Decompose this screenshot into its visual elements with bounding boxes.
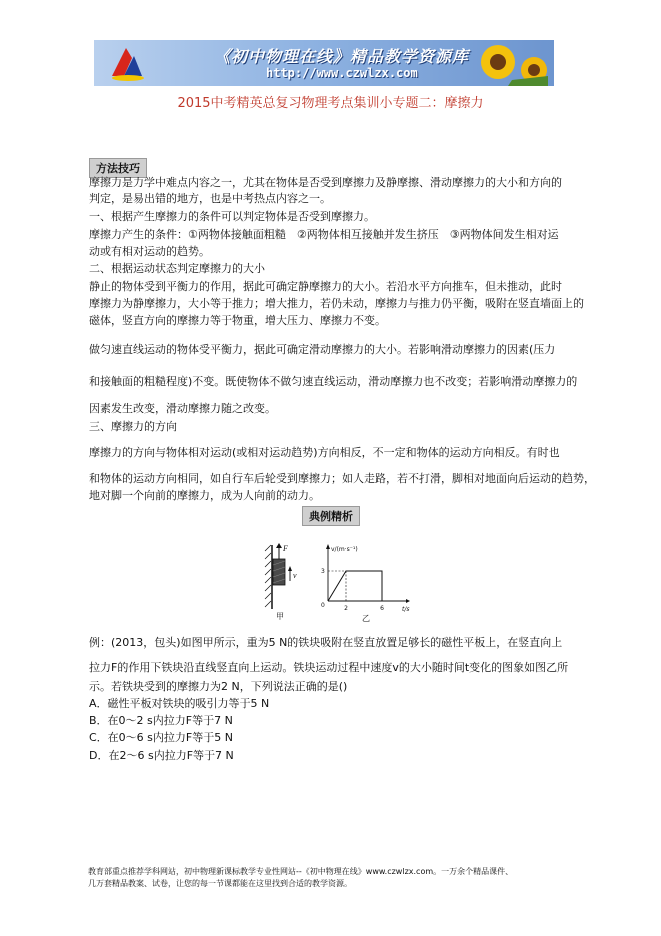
body-line: 三、摩擦力的方向 (89, 420, 177, 433)
body-line: 一、根据产生摩擦力的条件可以判定物体是否受到摩擦力。 (89, 210, 375, 223)
body-line: 摩擦力的方向与物体相对运动(或相对运动趋势)方向相反，不一定和物体的运动方向相反。有时也 (89, 446, 560, 459)
option-b: B．在0～2 s内拉力F等于7 N (89, 714, 233, 727)
body-line: 判定，是易出错的地方，也是中考热点内容之一。 (89, 192, 331, 205)
option-c: C．在0～6 s内拉力F等于5 N (89, 731, 233, 744)
banner-url[interactable]: http://www.czwlzx.com (266, 66, 418, 80)
figure-jia-magnet-plate (262, 541, 312, 621)
body-line: 二、根据运动状态判定摩擦力的大小 (89, 262, 265, 275)
x-tick-label: 2 (344, 605, 348, 612)
question-line: 示。若铁块受到的摩擦力为2 N，下列说法正确的是() (89, 680, 348, 693)
force-label: F (283, 544, 288, 553)
body-line: 摩擦力是力学中难点内容之一，尤其在物体是否受到摩擦力及静摩擦、滑动摩擦力的大小和方向的 (89, 176, 562, 189)
body-line: 动或有相对运动的趋势。 (89, 245, 210, 258)
y-axis-label: v/(m·s⁻¹) (331, 546, 358, 553)
option-d: D．在2～6 s内拉力F等于7 N (89, 749, 234, 762)
body-line: 和物体的运动方向相同，如自行车后轮受到摩擦力；如人走路，若不打滑，脚相对地面向后运动的趋势， (89, 472, 595, 485)
figure-yi-label: 乙 (362, 614, 370, 623)
footer-line: 几万套精品教案、试卷，让您的每一节课都能在这里找到合适的教学资源。 (88, 879, 352, 888)
section-tag-examples: 典例精析 (302, 506, 360, 526)
body-line: 做匀速直线运动的物体受平衡力，据此可确定滑动摩擦力的大小。若影响滑动摩擦力的因素(压力 (89, 343, 556, 356)
banner-title: 《初中物理在线》精品教学资源库 (214, 47, 470, 66)
option-a: A．磁性平板对铁块的吸引力等于5 N (89, 697, 270, 710)
figure-jia-label: 甲 (276, 612, 284, 621)
body-line: 摩擦力产生的条件：①两物体接触面粗糙 ②两物体相互接触并发生挤压 ③两物体间发生相对运 (89, 228, 559, 241)
document-title: 2015中考精英总复习物理考点集训小专题二：摩擦力 (177, 96, 484, 111)
body-line: 因素发生改变，滑动摩擦力随之改变。 (89, 402, 276, 415)
page-footer (88, 866, 513, 890)
sunflower-icon (468, 40, 548, 86)
velocity-label: v (293, 571, 297, 580)
figure-yi-velocity-time-chart (318, 543, 410, 623)
x-tick-label: 6 (380, 605, 384, 612)
body-line: 磁体，竖直方向的摩擦力等于物重，增大压力、摩擦力不变。 (89, 314, 386, 327)
x-axis-label: t/s (402, 606, 410, 613)
y-tick-label: 3 (321, 568, 325, 575)
footer-line: 教育部重点推荐学科网站，初中物理新课标教学专业性网站--《初中物理在线》www.czwlzx.com。一万余个精品课件、 (88, 867, 514, 876)
origin-label: 0 (321, 602, 325, 609)
body-line: 地对脚一个向前的摩擦力，成为人向前的动力。 (89, 489, 320, 502)
header-banner (94, 40, 554, 86)
question-line: 拉力F的作用下铁块沿直线竖直向上运动。铁块运动过程中速度v的大小随时间t变化的图象如图乙所 (89, 661, 569, 674)
velocity-series-line (328, 571, 382, 601)
question-line: 例：(2013，包头)如图甲所示，重为5 N的铁块吸附在竖直放置足够长的磁性平板上，在竖直向上 (89, 636, 563, 649)
body-line: 静止的物体受到平衡力的作用，据此可确定静摩擦力的大小。若沿水平方向推车，但未推动，此时 (89, 280, 562, 293)
section-tag-methods: 方法技巧 (89, 158, 147, 178)
site-logo-icon (106, 44, 146, 82)
body-line: 摩擦力为静摩擦力，大小等于推力；增大推力，若仍未动，摩擦力与推力仍平衡，吸附在竖直墙面上的 (89, 297, 584, 310)
body-line: 和接触面的粗糙程度)不变。既使物体不做匀速直线运动，滑动摩擦力也不改变；若影响滑动摩擦力的 (89, 375, 578, 388)
